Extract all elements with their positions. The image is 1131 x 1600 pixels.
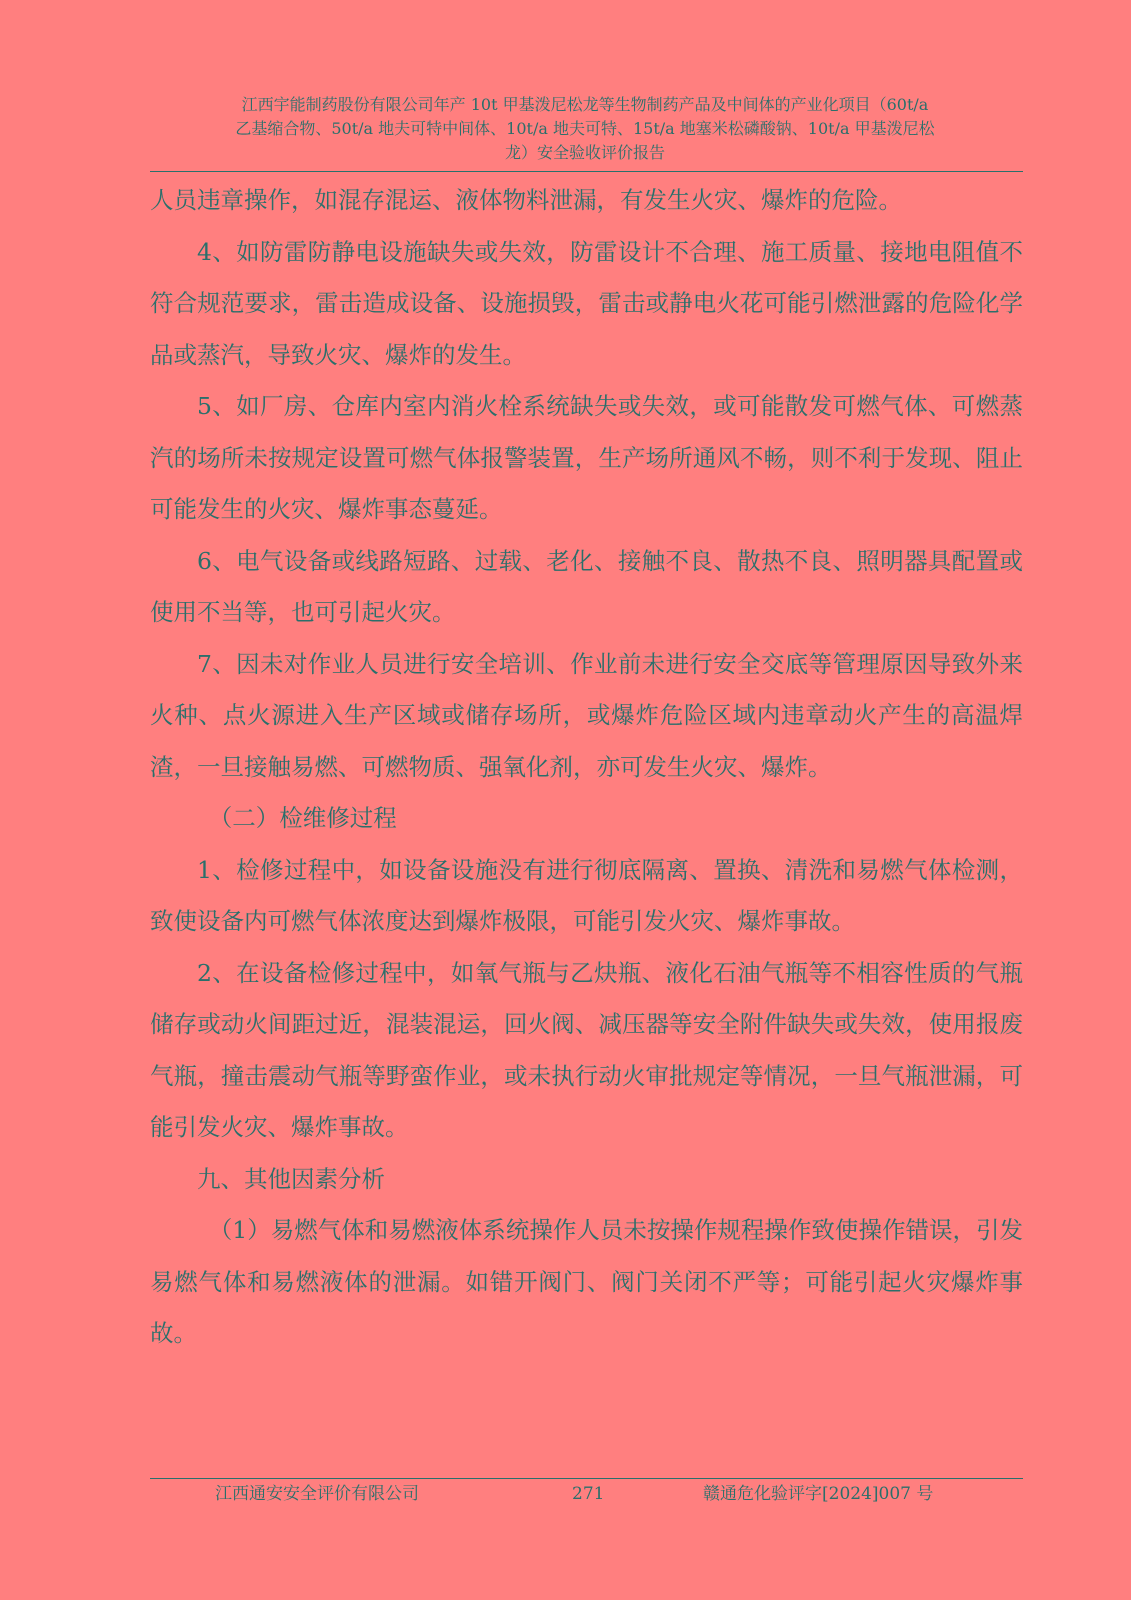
paragraph-continuation: 人员违章操作，如混存混运、液体物料泄漏，有发生火灾、爆炸的危险。	[150, 186, 902, 214]
header-title-line-3: 龙）安全验收评价报告	[504, 143, 665, 162]
section-heading-other-factors: 九、其他因素分析	[197, 1164, 385, 1193]
paragraph-item-5: 5、如厂房、仓库内室内消火栓系统缺失或失效，或可能散发可燃气体、可燃蒸汽的场所未按规定设置可燃气体报警装置，生产场所通风不畅，则不利于发现、阻止可能发生的火灾、爆炸事态蔓延。	[150, 392, 1023, 523]
paragraph-other-1: （1）易燃气体和易燃液体系统操作人员未按操作规程操作致使操作错误，引发易燃气体和易燃液体的泄漏。如错开阀门、阀门关闭不严等；可能引起火灾爆炸事故。	[150, 1216, 1023, 1347]
section-heading-maintenance: （二）检维修过程	[208, 804, 397, 832]
paragraph-item-7: 7、因未对作业人员进行安全培训、作业前未进行安全交底等管理原因导致外来火种、点火源进入生产区域或储存场所，或爆炸危险区域内违章动火产生的高温焊渣，一旦接触易燃、可燃物质、强氧化剂，亦可发生火灾、爆炸。	[150, 649, 1023, 781]
header-divider	[150, 171, 1023, 172]
document-body	[150, 175, 1023, 1360]
paragraph-maintenance-1: 1、检修过程中，如设备设施没有进行彻底隔离、置换、清洗和易燃气体检测，致使设备内可燃气体浓度达到爆炸极限，可能引发火灾、爆炸事故。	[150, 855, 1023, 935]
footer-doc-number: 赣通危化验评字[2024]007 号	[703, 1484, 934, 1504]
footer-divider	[150, 1478, 1023, 1479]
page-header	[150, 93, 1020, 165]
paragraph-maintenance-2: 2、在设备检修过程中，如氧气瓶与乙炔瓶、液化石油气瓶等不相容性质的气瓶储存或动火间距过近，混装混运，回火阀、减压器等安全附件缺失或失效，使用报废气瓶，撞击震动气瓶等野蛮作业，或未执行动火审批规定等情况，一旦气瓶泄漏，可能引发火灾、爆炸事故。	[150, 958, 1023, 1141]
header-title-line-2: 乙基缩合物、50t/a 地夫可特中间体、10t/a 地夫可特、15t/a 地塞米松磷酸钠、10t/a 甲基泼尼松	[235, 119, 935, 138]
footer-company: 江西通安安全评价有限公司	[215, 1484, 419, 1504]
paragraph-item-6: 6、电气设备或线路短路、过载、老化、接触不良、散热不良、照明器具配置或使用不当等，也可引起火灾。	[150, 546, 1023, 626]
paragraph-item-4: 4、如防雷防静电设施缺失或失效，防雷设计不合理、施工质量、接地电阻值不符合规范要求，雷击造成设备、设施损毁，雷击或静电火花可能引燃泄露的危险化学品或蒸汽，导致火灾、爆炸的发生。	[150, 237, 1023, 369]
page-number: 271	[572, 1484, 605, 1504]
header-title-line-1: 江西宇能制药股份有限公司年产 10t 甲基泼尼松龙等生物制药产品及中间体的产业化项目（60t/a	[241, 95, 929, 114]
